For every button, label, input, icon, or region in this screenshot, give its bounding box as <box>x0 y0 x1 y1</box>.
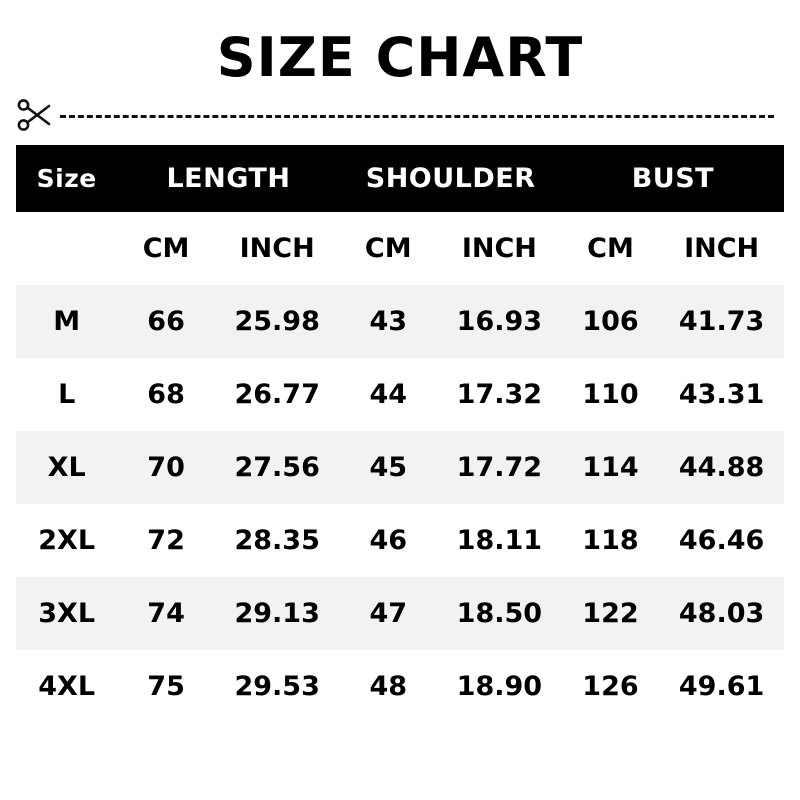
cell-shoulder-cm: 48 <box>340 650 437 723</box>
cell-size: 4XL <box>16 650 117 723</box>
cell-shoulder-inch: 17.32 <box>437 358 562 431</box>
size-table <box>16 145 784 723</box>
unit-shoulder-inch: INCH <box>437 212 562 285</box>
cell-bust-inch: 41.73 <box>659 285 784 358</box>
table-body <box>16 212 784 723</box>
cell-size: 2XL <box>16 504 117 577</box>
unit-bust-inch: INCH <box>659 212 784 285</box>
header-row-groups <box>16 145 784 212</box>
cell-bust-inch: 44.88 <box>659 431 784 504</box>
cell-length-inch: 26.77 <box>215 358 340 431</box>
unit-blank <box>16 212 117 285</box>
cell-bust-inch: 49.61 <box>659 650 784 723</box>
cell-shoulder-inch: 18.90 <box>437 650 562 723</box>
unit-length-inch: INCH <box>215 212 340 285</box>
page-title: SIZE CHART <box>216 26 584 89</box>
cell-size: 3XL <box>16 577 117 650</box>
cell-length-cm: 66 <box>117 285 214 358</box>
cell-shoulder-cm: 44 <box>340 358 437 431</box>
cut-line <box>16 95 784 135</box>
header-shoulder: SHOULDER <box>365 162 536 194</box>
header-size: Size <box>36 163 97 193</box>
table-row <box>16 577 784 650</box>
cell-bust-inch: 43.31 <box>659 358 784 431</box>
cell-shoulder-cm: 43 <box>340 285 437 358</box>
cell-size: XL <box>16 431 117 504</box>
cell-shoulder-inch: 18.50 <box>437 577 562 650</box>
cell-bust-cm: 106 <box>562 285 659 358</box>
header-bust: BUST <box>631 162 715 194</box>
unit-bust-cm: CM <box>562 212 659 285</box>
cell-bust-inch: 46.46 <box>659 504 784 577</box>
unit-length-cm: CM <box>117 212 214 285</box>
table-header <box>16 145 784 212</box>
table-row <box>16 431 784 504</box>
cell-length-cm: 68 <box>117 358 214 431</box>
cell-bust-cm: 118 <box>562 504 659 577</box>
unit-shoulder-cm: CM <box>340 212 437 285</box>
cell-length-inch: 27.56 <box>215 431 340 504</box>
cell-length-cm: 72 <box>117 504 214 577</box>
cell-length-cm: 70 <box>117 431 214 504</box>
cell-length-inch: 29.53 <box>215 650 340 723</box>
cell-length-inch: 25.98 <box>215 285 340 358</box>
cell-shoulder-cm: 46 <box>340 504 437 577</box>
scissors-icon <box>16 97 52 133</box>
cell-bust-cm: 114 <box>562 431 659 504</box>
cell-bust-cm: 126 <box>562 650 659 723</box>
dashed-rule <box>60 115 774 118</box>
cell-shoulder-inch: 18.11 <box>437 504 562 577</box>
cell-shoulder-cm: 45 <box>340 431 437 504</box>
header-length: LENGTH <box>166 162 291 194</box>
cell-bust-cm: 110 <box>562 358 659 431</box>
cell-bust-cm: 122 <box>562 577 659 650</box>
table-row <box>16 358 784 431</box>
cell-shoulder-inch: 17.72 <box>437 431 562 504</box>
table-row <box>16 285 784 358</box>
cell-length-cm: 75 <box>117 650 214 723</box>
cell-shoulder-inch: 16.93 <box>437 285 562 358</box>
table-row <box>16 650 784 723</box>
cell-size: L <box>16 358 117 431</box>
cell-size: M <box>16 285 117 358</box>
cell-length-cm: 74 <box>117 577 214 650</box>
table-row <box>16 504 784 577</box>
cell-shoulder-cm: 47 <box>340 577 437 650</box>
header-row-units <box>16 212 784 285</box>
cell-bust-inch: 48.03 <box>659 577 784 650</box>
size-table-container <box>16 145 784 723</box>
cell-length-inch: 29.13 <box>215 577 340 650</box>
cell-length-inch: 28.35 <box>215 504 340 577</box>
